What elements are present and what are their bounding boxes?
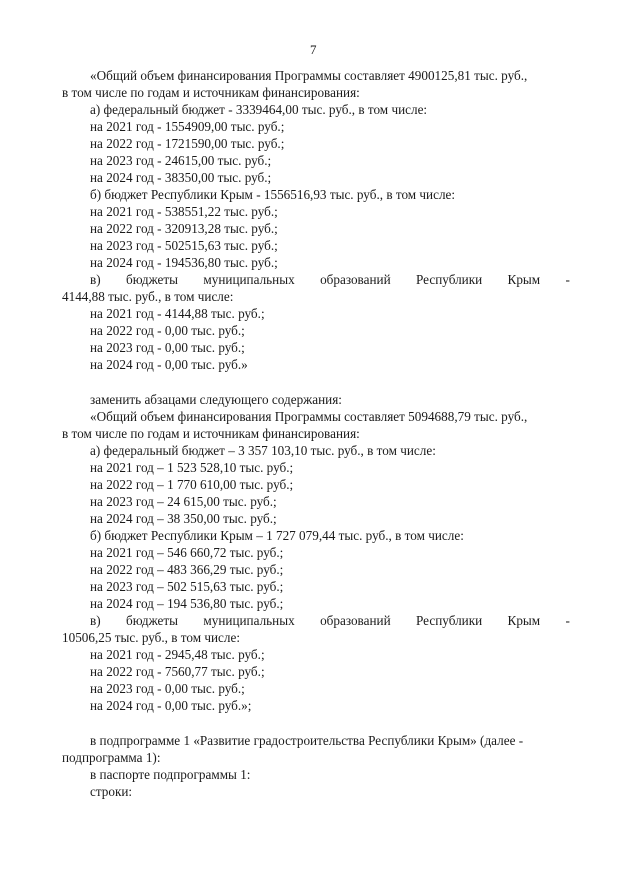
word: Крым xyxy=(507,272,541,287)
word: образований xyxy=(320,272,391,287)
new-municipal-2024: на 2024 год - 0,00 тыс. руб.»; xyxy=(90,698,252,713)
old-intro-line-1: «Общий объем финансирования Программы составляет 4900125,81 тыс. руб., xyxy=(90,68,528,83)
new-federal-2022: на 2022 год – 1 770 610,00 тыс. руб.; xyxy=(90,477,294,492)
old-crimea-2023: на 2023 год - 502515,63 тыс. руб.; xyxy=(90,238,278,253)
word: в) xyxy=(90,613,101,628)
old-federal-2021: на 2021 год - 1554909,00 тыс. руб.; xyxy=(90,119,285,134)
old-crimea-2022: на 2022 год - 320913,28 тыс. руб.; xyxy=(90,221,278,236)
new-crimea-2021: на 2021 год – 546 660,72 тыс. руб.; xyxy=(90,545,284,560)
new-federal-2023: на 2023 год – 24 615,00 тыс. руб.; xyxy=(90,494,277,509)
word: Крым xyxy=(507,613,541,628)
old-federal-header: а) федеральный бюджет - 3339464,00 тыс. руб., в том числе: xyxy=(90,102,428,117)
old-municipal-2021: на 2021 год - 4144,88 тыс. руб.; xyxy=(90,306,265,321)
subprogram-line-4: строки: xyxy=(90,784,133,799)
old-municipal-2023: на 2023 год - 0,00 тыс. руб.; xyxy=(90,340,245,355)
old-crimea-2024: на 2024 год - 194536,80 тыс. руб.; xyxy=(90,255,278,270)
word: в) xyxy=(90,272,101,287)
word: бюджеты xyxy=(126,272,179,287)
new-federal-2021: на 2021 год – 1 523 528,10 тыс. руб.; xyxy=(90,460,294,475)
old-municipal-header-cont: 4144,88 тыс. руб., в том числе: xyxy=(62,289,234,304)
new-intro-line-1: «Общий объем финансирования Программы составляет 5094688,79 тыс. руб., xyxy=(90,409,528,424)
new-municipal-header-cont: 10506,25 тыс. руб., в том числе: xyxy=(62,630,240,645)
replace-text: заменить абзацами следующего содержания: xyxy=(90,392,342,407)
subprogram-line-2: подпрограмма 1): xyxy=(62,750,161,765)
new-federal-2024: на 2024 год – 38 350,00 тыс. руб.; xyxy=(90,511,277,526)
subprogram-line-3: в паспорте подпрограммы 1: xyxy=(90,767,251,782)
word: Республики xyxy=(416,613,483,628)
old-municipal-2024: на 2024 год - 0,00 тыс. руб.» xyxy=(90,357,248,372)
new-intro-line-2: в том числе по годам и источникам финансирования: xyxy=(62,426,360,441)
new-municipal-2023: на 2023 год - 0,00 тыс. руб.; xyxy=(90,681,245,696)
word: муниципальных xyxy=(203,272,295,287)
word: муниципальных xyxy=(203,613,295,628)
word: образований xyxy=(320,613,391,628)
word: бюджеты xyxy=(126,613,179,628)
old-federal-2023: на 2023 год - 24615,00 тыс. руб.; xyxy=(90,153,272,168)
subprogram-line-1: в подпрограмме 1 «Развитие градостроительства Республики Крым» (далее - xyxy=(90,733,524,748)
word: - xyxy=(565,613,570,628)
old-crimea-header: б) бюджет Республики Крым - 1556516,93 тыс. руб., в том числе: xyxy=(90,187,456,202)
new-municipal-header xyxy=(90,613,570,629)
old-crimea-2021: на 2021 год - 538551,22 тыс. руб.; xyxy=(90,204,278,219)
new-municipal-2021: на 2021 год - 2945,48 тыс. руб.; xyxy=(90,647,265,662)
old-federal-2022: на 2022 год - 1721590,00 тыс. руб.; xyxy=(90,136,285,151)
old-intro-line-2: в том числе по годам и источникам финансирования: xyxy=(62,85,360,100)
old-municipal-2022: на 2022 год - 0,00 тыс. руб.; xyxy=(90,323,245,338)
page-number: 7 xyxy=(310,42,317,57)
new-crimea-2022: на 2022 год – 483 366,29 тыс. руб.; xyxy=(90,562,284,577)
old-federal-2024: на 2024 год - 38350,00 тыс. руб.; xyxy=(90,170,272,185)
new-crimea-header: б) бюджет Республики Крым – 1 727 079,44 тыс. руб., в том числе: xyxy=(90,528,464,543)
word: - xyxy=(565,272,570,287)
new-crimea-2023: на 2023 год – 502 515,63 тыс. руб.; xyxy=(90,579,284,594)
word: Республики xyxy=(416,272,483,287)
old-municipal-header xyxy=(90,272,570,288)
new-municipal-2022: на 2022 год - 7560,77 тыс. руб.; xyxy=(90,664,265,679)
new-crimea-2024: на 2024 год – 194 536,80 тыс. руб.; xyxy=(90,596,284,611)
new-federal-header: а) федеральный бюджет – 3 357 103,10 тыс. руб., в том числе: xyxy=(90,443,436,458)
